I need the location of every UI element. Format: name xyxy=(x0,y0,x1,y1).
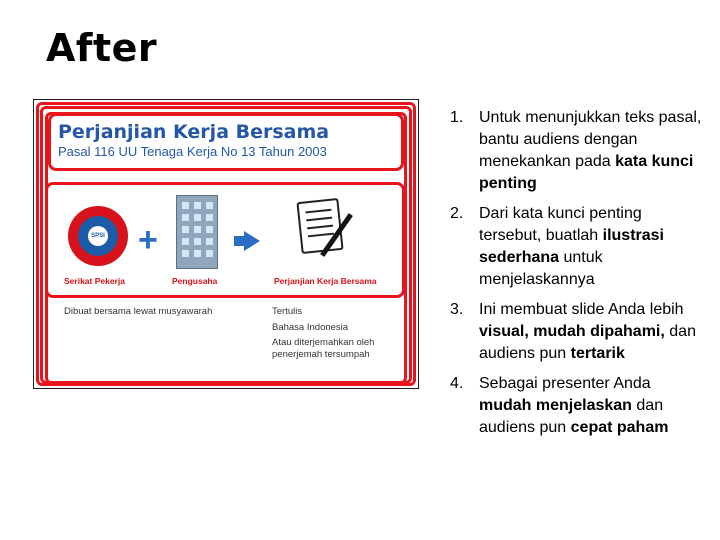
spsi-logo-icon xyxy=(68,206,128,266)
list-number: 4. xyxy=(450,375,464,392)
caption-pkb: Perjanjian Kerja Bersama xyxy=(274,276,377,286)
note-bahasa: Bahasa Indonesia xyxy=(272,322,349,333)
list-text: Dari kata kunci penting tersebut, buatlah xyxy=(479,205,642,244)
note-terjemahan: Atau diterjemahkan oleh penerjemah tersumpah xyxy=(272,337,375,360)
list-emphasis: visual, mudah dipahami, xyxy=(479,323,665,340)
list-emphasis: kata kunci penting xyxy=(479,153,694,192)
list-text: Ini membuat slide Anda lebih xyxy=(479,301,684,318)
plus-icon: + xyxy=(138,221,158,259)
list-item xyxy=(450,203,702,291)
list-item xyxy=(450,107,702,195)
banner-subtitle: Pasal 116 UU Tenaga Kerja No 13 Tahun 2003 xyxy=(58,144,327,159)
banner-title: Perjanjian Kerja Bersama xyxy=(58,121,330,143)
caption-serikat-pekerja: Serikat Pekerja xyxy=(64,276,125,286)
caption-pengusaha: Pengusaha xyxy=(172,276,218,286)
list-text: dan audiens pun xyxy=(479,323,696,362)
list-emphasis: tertarik xyxy=(570,345,625,362)
logo-text: SPSI xyxy=(88,226,108,246)
document-icon xyxy=(296,198,343,254)
tips-list xyxy=(450,107,702,447)
slide-title: After xyxy=(46,26,158,70)
building-icon xyxy=(176,195,218,269)
list-text: Sebagai presenter Anda xyxy=(479,375,651,392)
list-number: 2. xyxy=(450,205,464,222)
arrow-right-icon xyxy=(244,231,260,251)
list-text: dan audiens pun xyxy=(479,397,664,436)
note-musyawarah: Dibuat bersama lewat musyawarah xyxy=(64,306,213,317)
list-number: 3. xyxy=(450,301,464,318)
note-tertulis: Tertulis xyxy=(272,306,303,317)
illustration-image xyxy=(33,99,419,389)
list-emphasis: ilustrasi sederhana xyxy=(479,227,664,266)
list-number: 1. xyxy=(450,109,464,126)
list-text: Untuk menunjukkan teks pasal, bantu audiens dengan menekankan pada xyxy=(479,109,702,170)
list-emphasis: mudah menjelaskan xyxy=(479,397,632,414)
list-item xyxy=(450,373,702,439)
list-item xyxy=(450,299,702,365)
list-emphasis: cepat paham xyxy=(570,419,669,436)
list-text: untuk menjelaskannya xyxy=(479,249,603,288)
